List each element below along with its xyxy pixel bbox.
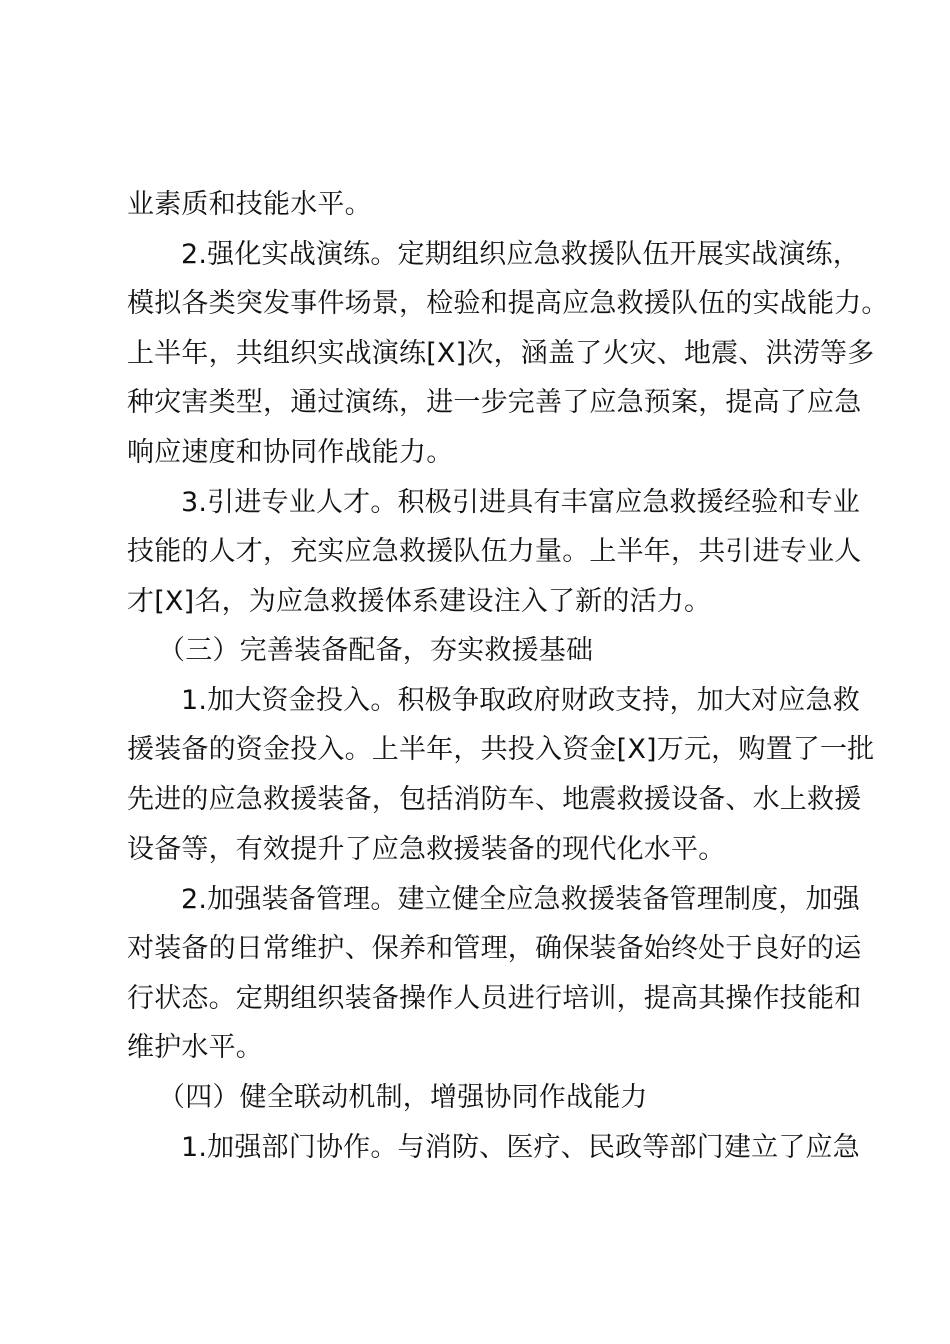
paragraph-line: 2.强化实战演练。定期组织应急救援队伍开展实战演练， [181, 239, 860, 270]
paragraph-line: 行状态。定期组织装备操作人员进行培训，提高其操作技能和 [127, 983, 862, 1014]
paragraph-line: 模拟各类突发事件场景，检验和提高应急救援队伍的实战能力。 [127, 288, 889, 319]
paragraph-line: 技能的人才，充实应急救援队伍力量。上半年，共引进专业人 [127, 536, 862, 567]
paragraph-line: 1.加强部门协作。与消防、医疗、民政等部门建立了应急 [181, 1132, 860, 1163]
paragraph-line: 3.引进专业人才。积极引进具有丰富应急救援经验和专业 [181, 487, 860, 518]
paragraph-line: 维护水平。 [127, 1032, 263, 1063]
paragraph-line: 业素质和技能水平。 [127, 189, 372, 220]
paragraph-line: 对装备的日常维护、保养和管理，确保装备始终处于良好的运 [127, 933, 862, 964]
section-heading: （三）完善装备配备，夯实救援基础 [158, 635, 594, 666]
paragraph-line: 援装备的资金投入。上半年，共投入资金[X]万元，购置了一批 [127, 734, 875, 765]
paragraph-line: 才[X]名，为应急救援体系建设注入了新的活力。 [127, 586, 712, 617]
paragraph-line: 上半年，共组织实战演练[X]次，涵盖了火灾、地震、洪涝等多 [127, 338, 875, 369]
paragraph-line: 种灾害类型，通过演练，进一步完善了应急预案，提高了应急 [127, 387, 862, 418]
section-heading: （四）健全联动机制，增强协同作战能力 [158, 1082, 648, 1113]
paragraph-line: 2.加强装备管理。建立健全应急救援装备管理制度，加强 [181, 884, 860, 915]
paragraph-line: 响应速度和协同作战能力。 [127, 437, 454, 468]
paragraph-line: 设备等，有效提升了应急救援装备的现代化水平。 [127, 834, 726, 865]
paragraph-line: 1.加大资金投入。积极争取政府财政支持，加大对应急救 [181, 685, 860, 716]
paragraph-line: 先进的应急救援装备，包括消防车、地震救援设备、水上救援 [127, 784, 862, 815]
